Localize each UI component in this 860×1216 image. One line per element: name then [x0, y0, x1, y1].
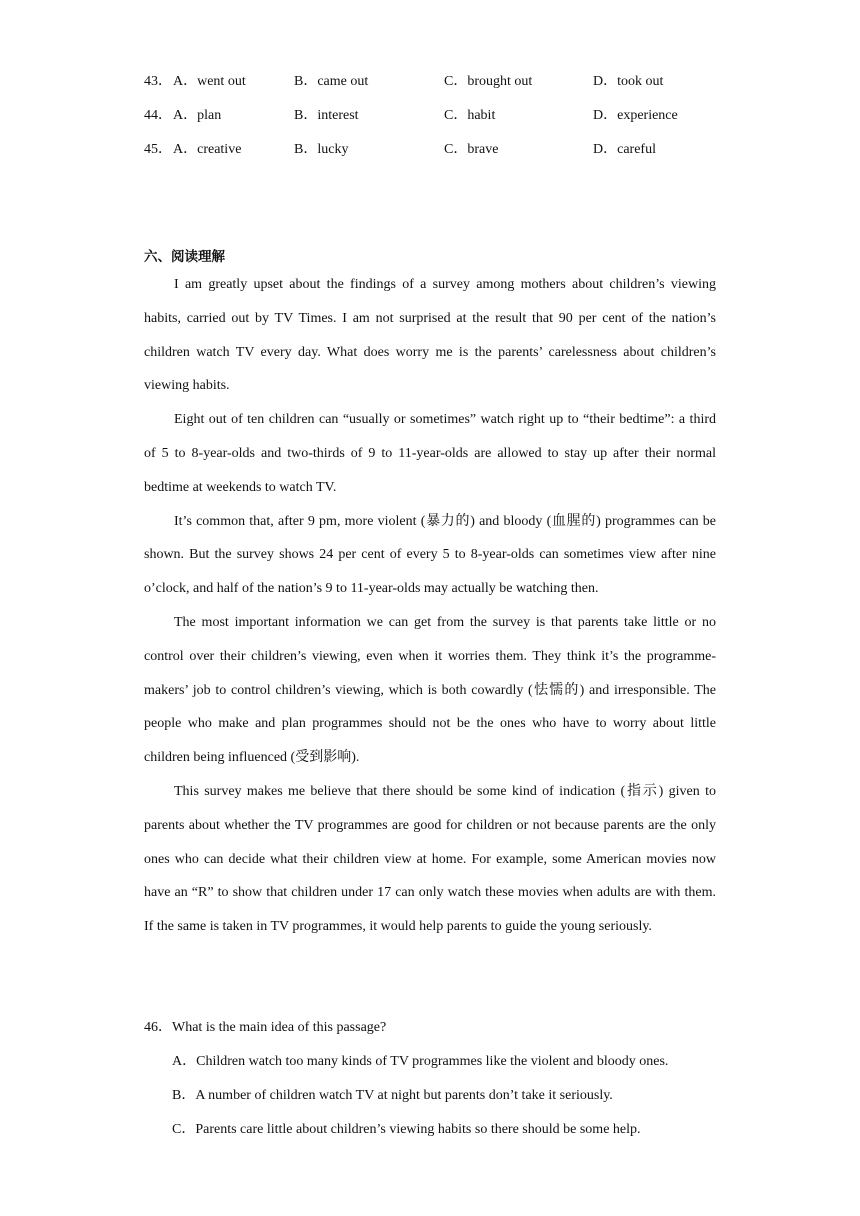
- option-a: A．went out: [173, 74, 246, 89]
- question-number: 44．: [144, 108, 172, 123]
- option-d: D．experience: [593, 108, 678, 123]
- option-c: C．habit: [444, 108, 496, 123]
- reading-passage: [144, 268, 716, 944]
- option-a: A．plan: [173, 108, 222, 123]
- option-c: C．brave: [444, 142, 499, 157]
- question-number: 45．: [144, 142, 172, 157]
- option-b: B．interest: [294, 108, 359, 123]
- option-c: C．brought out: [444, 74, 533, 89]
- passage-paragraph: Eight out of ten children can “usually or sometimes” watch right up to “their bedtime”: a third of 5 to 8-year-olds and two-thirds of 9 to 11-year-olds are allowed to stay up after their normal bedtime at weekends to watch TV.: [144, 412, 716, 495]
- option-d: D．took out: [593, 74, 664, 89]
- passage-paragraph: The most important information we can get from the survey is that parents take little or no control over their children’s viewing, even when it worries them. They think it’s the programme-makers’ job to control children’s viewing, which is both cowardly (怯懦的) and irresponsible. The people who make and plan programmes should not be the ones who have to worry about little children being influenced (受到影响).: [144, 614, 716, 766]
- option-d: D．careful: [593, 142, 656, 157]
- passage-paragraph: I am greatly upset about the findings of a survey among mothers about children’s viewing habits, carried out by TV Times. I am not surprised at the result that 90 per cent of the nation’s children watch TV every day. What does worry me is the parents’ carelessness about children’s viewing habits.: [144, 277, 716, 394]
- question-number: 43．: [144, 74, 172, 89]
- passage-paragraph: It’s common that, after 9 pm, more violent (暴力的) and bloody (血腥的) programmes can be shown. But the survey shows 24 per cent of every 5 to 8-year-olds can sometimes view after nine o’clock, and half of the nation’s 9 to 11-year-olds may actually be watching then.: [144, 513, 716, 597]
- question-46-stem: 46．What is the main idea of this passage?: [144, 1020, 387, 1035]
- passage-paragraph: This survey makes me believe that there should be some kind of indication (指示) given to parents about whether the TV programmes are good for children or not because parents are the only ones who can decide what their children view at home. For example, some American movies now have an “R” to show that children under 17 can only watch these movies when adults are with them. If the same is taken in TV programmes, it would help parents to guide the young seriously.: [144, 783, 716, 935]
- option-b: B．came out: [294, 74, 369, 89]
- question-46-option-b: B．A number of children watch TV at night but parents don’t take it seriously.: [172, 1088, 613, 1103]
- option-b: B．lucky: [294, 142, 349, 157]
- section-title: 六、阅读理解: [144, 249, 225, 265]
- question-46-option-c: C．Parents care little about children’s viewing habits so there should be some help.: [172, 1122, 641, 1137]
- option-a: A．creative: [173, 142, 242, 157]
- question-46-option-a: A．Children watch too many kinds of TV programmes like the violent and bloody ones.: [172, 1054, 669, 1069]
